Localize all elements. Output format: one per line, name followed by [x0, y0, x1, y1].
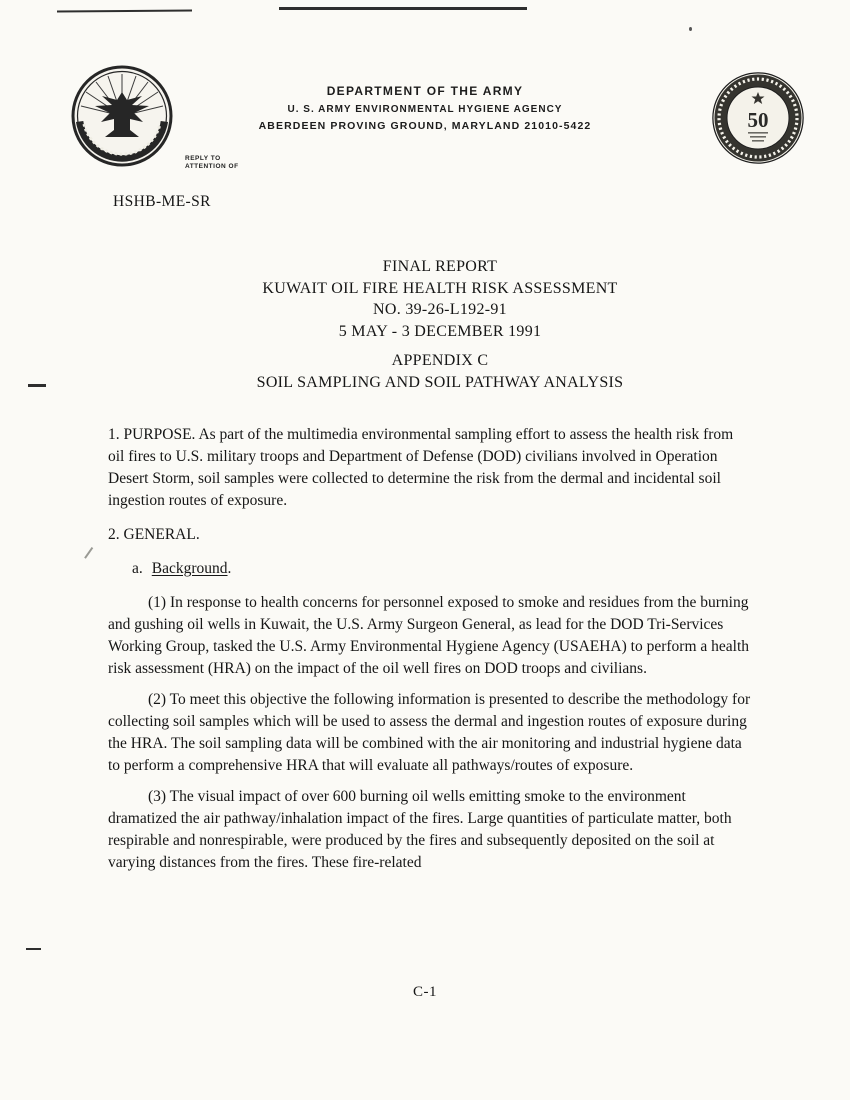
- paragraph-1: (1) In response to health concerns for personnel exposed to smoke and residues from the burning and gushing oil wells in Kuwait, the U.S. Army Surgeon General, as lead for the DOD Tri-Services Working Group, tasked the U.S. Army Environmental Hygiene Agency (USAEHA) to perform a health risk assessment (HRA) on the impact of the oil well fires on DOD troops and civilians.: [108, 594, 750, 677]
- subsection-a-period: .: [227, 560, 232, 577]
- appendix-title: SOIL SAMPLING AND SOIL PATHWAY ANALYSIS: [256, 373, 624, 391]
- report-title-block: [120, 256, 760, 342]
- office-symbol: HSHB-ME-SR: [113, 193, 211, 210]
- paragraph-2: (2) To meet this objective the following information is presented to describe the methodology for collecting soil samples which will be used to assess the dermal and ingestion routes of exposure during the HRA. The soil sampling data will be combined with the air monitoring and industrial hygiene data to perform a comprehensive HRA that will evaluate all pathways/routes of exposure.: [108, 691, 751, 774]
- report-title-line: FINAL REPORT: [382, 258, 498, 275]
- letterhead-agency: U. S. ARMY ENVIRONMENTAL HYGIENE AGENCY: [287, 104, 563, 115]
- paragraph-purpose: 1. PURPOSE. As part of the multimedia environmental sampling effort to assess the health risk from oil fires to U.S. military troops and Department of Defense (DOD) civilians involved in Operation Desert Storm, soil samples were collected to determine the risk from the dermal and incidental soil ingestion routes of exposure.: [108, 426, 734, 509]
- paragraph-3: (3) The visual impact of over 600 burning oil wells emitting smoke to the environment dramatized the air pathway/inhalation impact of the fires. Large quantities of particulate matter, both respirable and nonrespirable, were produced by the fires and subsequently deposited on the soil at varying distances from the fires. These fire-related: [108, 788, 732, 871]
- page-number: C-1: [413, 984, 437, 1000]
- scan-artifact-line: [279, 7, 527, 10]
- heading-general: 2. GENERAL.: [108, 526, 200, 543]
- report-date-range: 5 MAY - 3 DECEMBER 1991: [338, 322, 542, 340]
- attention-of-line: ATTENTION OF: [185, 163, 239, 170]
- margin-dash: [28, 384, 46, 387]
- letterhead-text-block: [225, 84, 625, 132]
- document-body: [108, 424, 753, 883]
- subsection-a-heading: [108, 558, 753, 580]
- scan-artifact-line: [57, 10, 192, 13]
- reply-to-line: REPLY TO: [185, 155, 221, 162]
- scan-artifact-slash: [84, 547, 93, 559]
- scan-artifact-dot: [689, 27, 692, 31]
- letterhead-department: DEPARTMENT OF THE ARMY: [326, 84, 524, 98]
- margin-dash: [26, 948, 41, 950]
- subsection-a-label: a.: [132, 560, 143, 577]
- appendix-label: APPENDIX C: [391, 352, 489, 369]
- report-number: NO. 39-26-L192-91: [373, 301, 507, 318]
- dod-seal-icon: [70, 64, 174, 168]
- report-title-line: KUWAIT OIL FIRE HEALTH RISK ASSESSMENT: [262, 279, 618, 297]
- appendix-title-block: [120, 350, 760, 393]
- reply-to-attention-of: [185, 155, 239, 171]
- seal-50-number: 50: [747, 108, 769, 132]
- anniversary-50-seal-icon: [710, 70, 806, 166]
- letterhead-address: ABERDEEN PROVING GROUND, MARYLAND 21010-5422: [258, 120, 592, 132]
- subsection-a-title: Background: [151, 560, 228, 577]
